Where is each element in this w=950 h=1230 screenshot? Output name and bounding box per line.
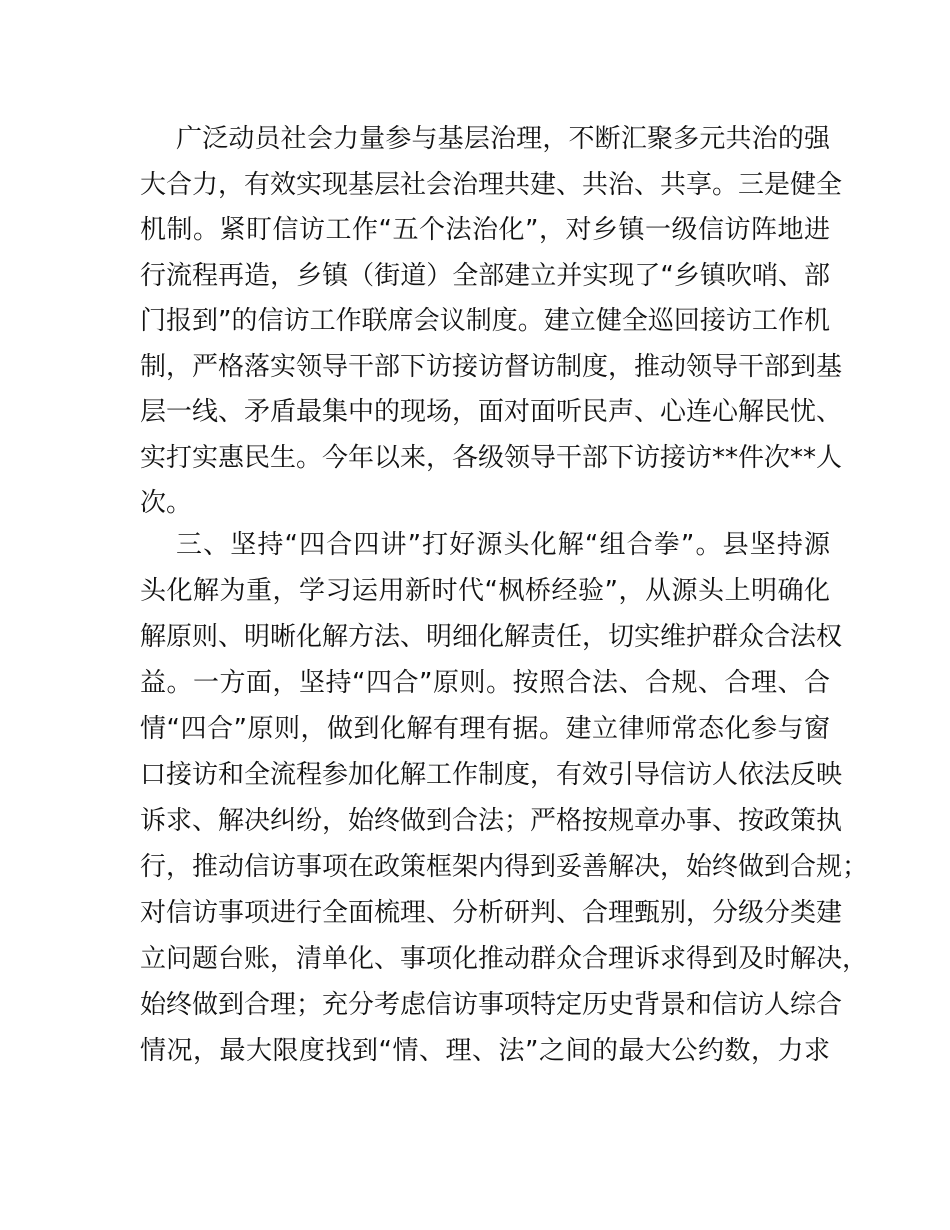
- text-line: 对信访事项进行全面梳理、分析研判、合理甄别，分级分类建: [140, 898, 843, 928]
- text-line: 益。一方面，坚持“四合”原则。按照合法、合规、合理、合: [140, 668, 830, 698]
- paragraph-1: [140, 117, 843, 527]
- text-line: 门报到”的信访工作联席会议制度。建立健全巡回接访工作机: [140, 306, 830, 336]
- text-line: 制，严格落实领导干部下访接访督访制度，推动领导干部到基: [140, 351, 843, 382]
- text-line: 行，推动信访事项在政策框架内得到妥善解决，始终做到合规；: [140, 852, 869, 882]
- text-line: 情“四合”原则，做到化解有理有据。建立律师常态化参与窗: [140, 714, 830, 744]
- text-line: 始终做到合理；充分考虑信访事项特定历史背景和信访人综合: [140, 990, 843, 1020]
- text-line: 层一线、矛盾最集中的现场，面对面听民声、心连心解民忧、: [140, 397, 843, 427]
- text-line: 广泛动员社会力量参与基层治理，不断汇聚多元共治的强: [176, 124, 830, 154]
- text-line: 次。: [140, 488, 193, 518]
- text-line: 头化解为重，学习运用新时代“枫桥经验”，从源头上明确化: [140, 576, 830, 606]
- text-line: 大合力，有效实现基层社会治理共建、共治、共享。三是健全: [140, 169, 843, 200]
- section-heading-line: 三、坚持“四合四讲”打好源头化解“组合拳”。县坚持源: [176, 530, 830, 560]
- text-line: 立问题台账，清单化、事项化推动群众合理诉求得到及时解决，: [140, 944, 869, 974]
- paragraph-2: [140, 522, 869, 1074]
- text-line: 口接访和全流程参加化解工作制度，有效引导信访人依法反映: [140, 760, 843, 790]
- text-line: 实打实惠民生。今年以来，各级领导干部下访接访**件次**人: [140, 442, 843, 473]
- text-line: 行流程再造，乡镇（街道）全部建立并实现了“乡镇吹哨、部: [140, 260, 830, 291]
- text-line: 情况，最大限度找到“情、理、法”之间的最大公约数，力求: [140, 1036, 830, 1066]
- text-line: 解原则、明晰化解方法、明细化解责任，切实维护群众合法权: [140, 622, 843, 652]
- text-line: 诉求、解决纠纷，始终做到合法；严格按规章办事、按政策执: [140, 806, 843, 836]
- text-line: 机制。紧盯信访工作“五个法治化”，对乡镇一级信访阵地进: [140, 215, 830, 245]
